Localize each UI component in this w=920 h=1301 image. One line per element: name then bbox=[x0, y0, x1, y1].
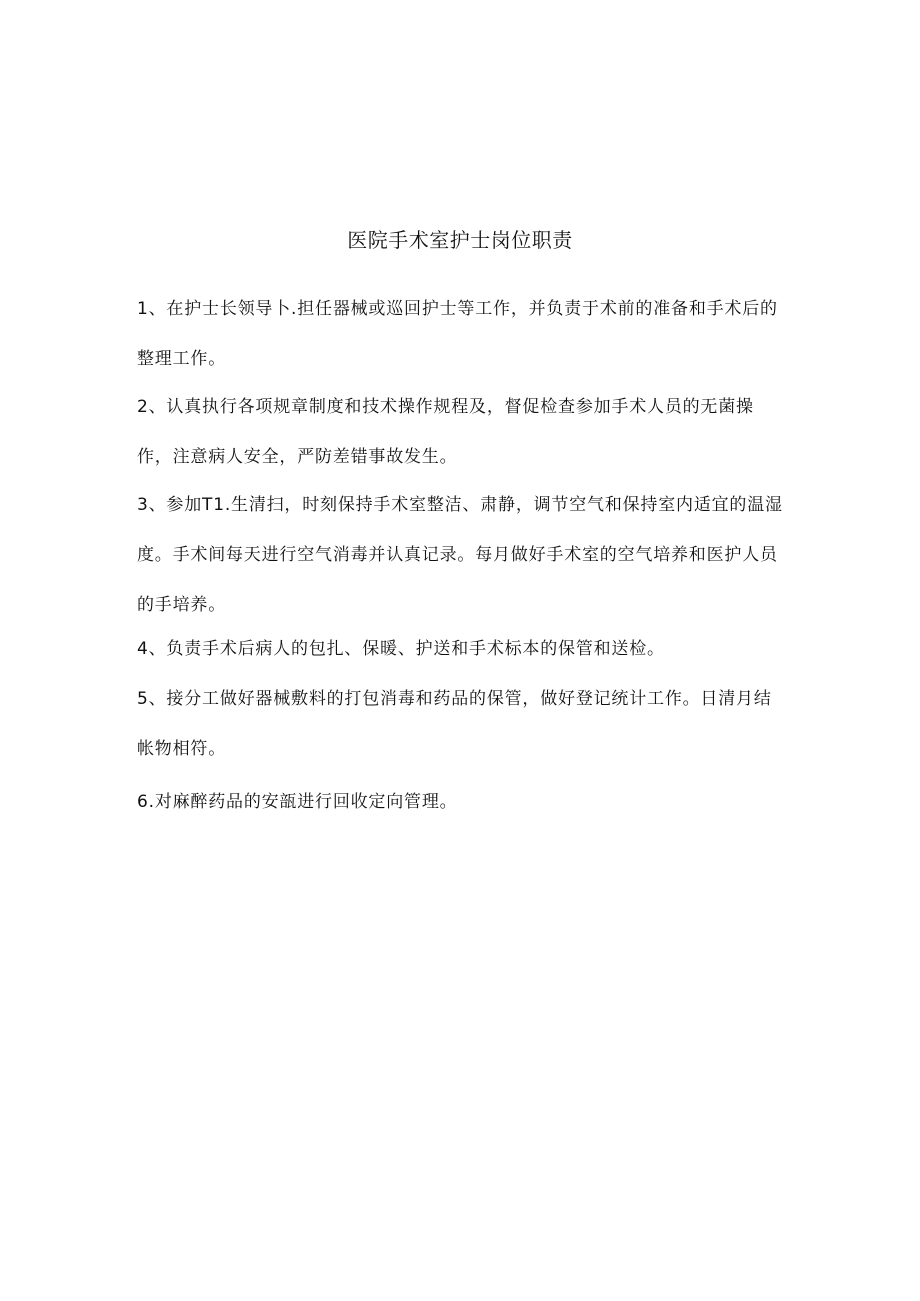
duty-item-3: 3、参加T1.生清扫，时刻保持手术室整洁、肃静，调节空气和保持室内适宜的温湿度。手术间每天进行空气消毒并认真记录。每月做好手术室的空气培养和医护人员的手培养。 bbox=[137, 495, 783, 615]
duty-item-6: 6.对麻醉药品的安瓿进行回收定向管理。 bbox=[137, 792, 458, 812]
duty-item-4: 4、负责手术后病人的包扎、保暖、护送和手术标本的保管和送检。 bbox=[137, 639, 665, 659]
document-title: 医院手术室护士岗位职责 bbox=[347, 228, 573, 252]
duty-item-1: 1、在护士长领导卜.担任器械或巡回护士等工作，并负责于术前的准备和手术后的整理工作。 bbox=[137, 299, 778, 369]
duty-item-5: 5、接分工做好器械敷料的打包消毒和药品的保管，做好登记统计工作。日清月结帐物相符。 bbox=[137, 689, 772, 759]
duty-item-2: 2、认真执行各项规章制度和技术操作规程及，督促检查参加手术人员的无菌操作，注意病人安全，严防差错事故发生。 bbox=[137, 397, 754, 467]
